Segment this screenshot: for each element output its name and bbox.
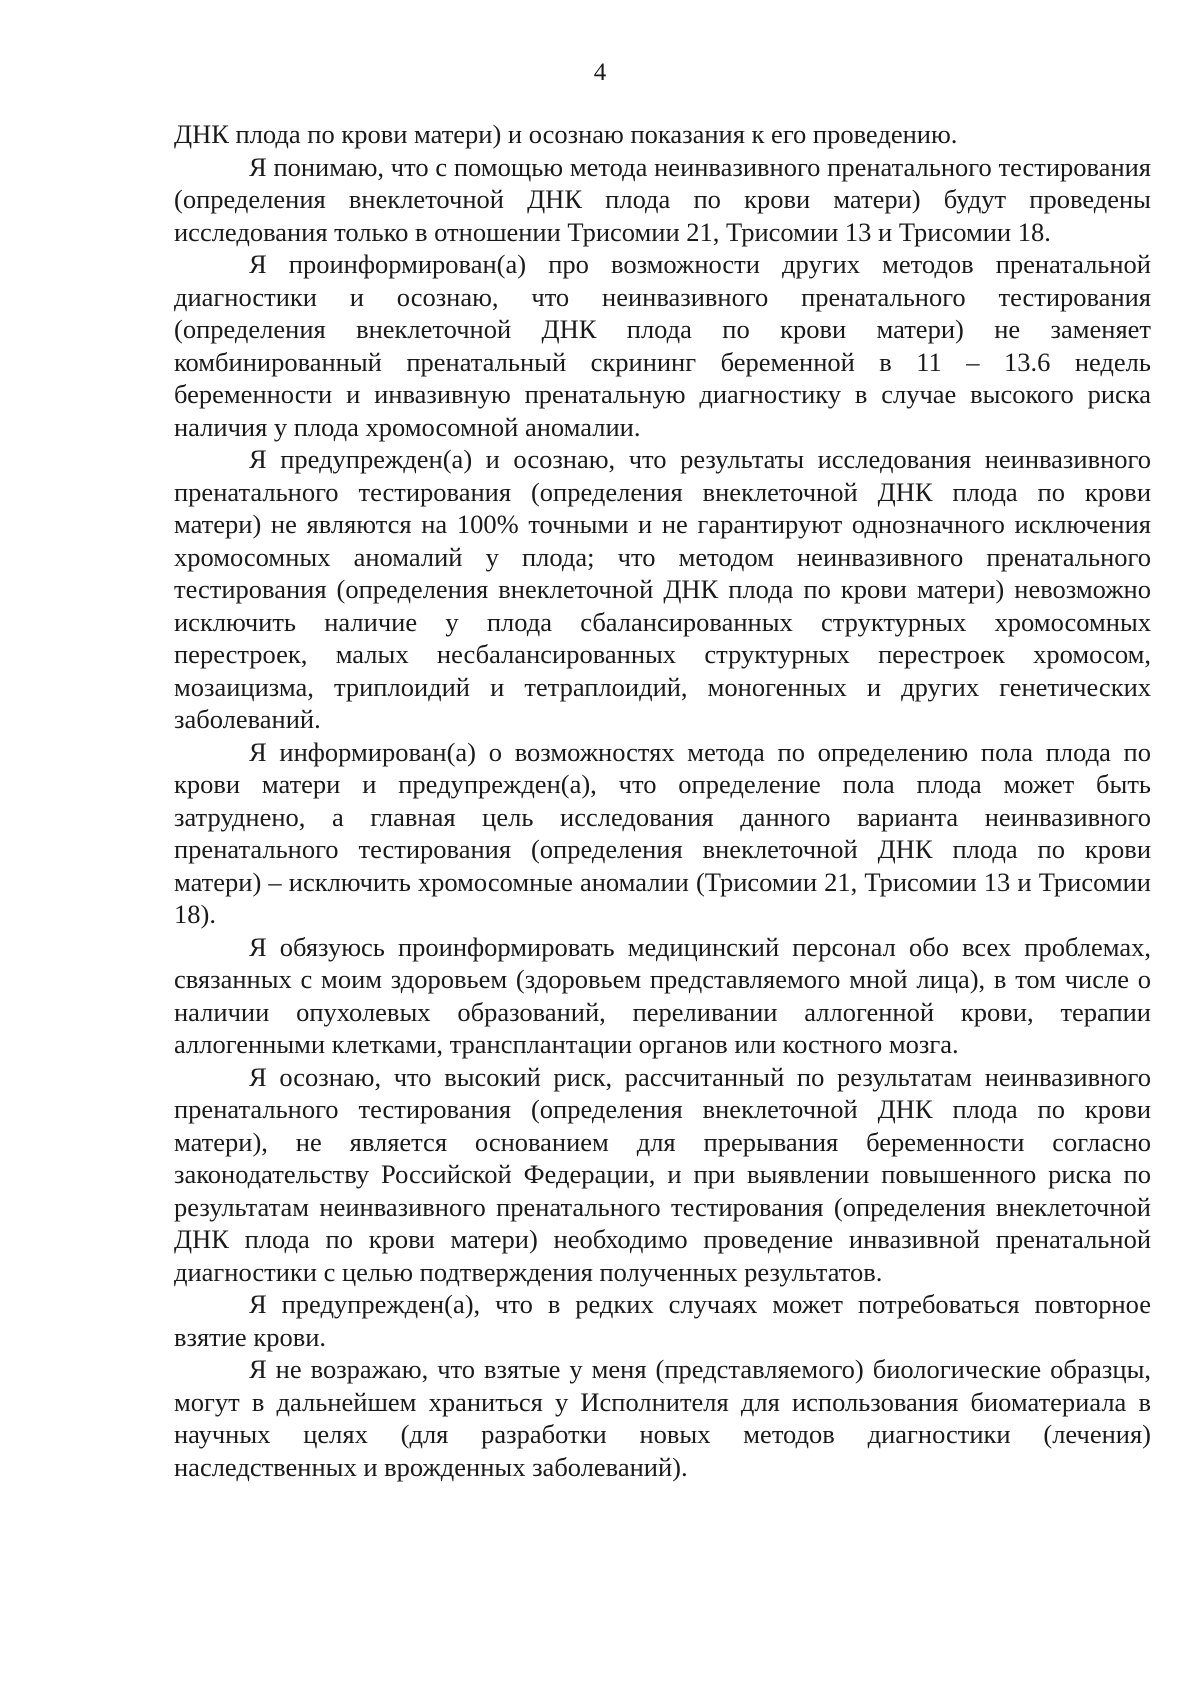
paragraph-accuracy-limits: Я предупрежден(а) и осознаю, что результаты исследования неинвазивного пренатального тестирования (определения внеклеточной ДНК плода по крови матери) не являются на 100% точными и не гарантируют однозначного исключения хромосомных аномалий у плода; что методом неинвазивного пренатального тестирования (определения внеклеточной ДНК плода по крови матери) невозможно исключить наличие у плода сбалансированных структурных хромосомных перестроек, малых несбалансированных структурных перестроек хромосом, мозаицизма, триплоидий и тетраплоидий, моногенных и других генетических заболеваний. xyxy=(174,444,1151,734)
paragraph-other-methods: Я проинформирован(а) про возможности других методов пренатальной диагностики и осознаю, что неинвазивного пренатального тестирования (определения внеклеточной ДНК плода по крови матери) не заменяет комбинированный пренатальный скрининг беременной в 11 – 13.6 недель беременности и инвазивную пренатальную диагностику в случае высокого риска наличия у плода хромосомной аномалии. xyxy=(174,249,1151,442)
paragraph-continuation: ДНК плода по крови матери) и осознаю показания к его проведению. xyxy=(174,119,958,149)
paragraph-biomaterial-storage: Я не возражаю, что взятые у меня (представляемого) биологические образцы, могут в дальнейшем храниться у Исполнителя для использования биоматериала в научных целях (для разработки новых методов диагностики (лечения) наследственных и врожденных заболеваний). xyxy=(174,1354,1151,1482)
paragraph-fetal-sex: Я информирован(а) о возможностях метода по определению пола плода по крови матери и предупрежден(а), что определение пола плода может быть затруднено, а главная цель исследования данного варианта неинвазивного пренатального тестирования (определения внеклеточной ДНК плода по крови матери) – исключить хромосомные аномалии (Трисомии 21, Трисомии 13 и Трисомии 18). xyxy=(174,736,1151,929)
paragraph-high-risk: Я осознаю, что высокий риск, рассчитанный по результатам неинвазивного пренатального тестирования (определения внеклеточной ДНК плода по крови матери), не является основанием для прерывания беременности согласно законодательству Российской Федерации, и при выявлении повышенного риска по результатам неинвазивного пренатального тестирования (определения внеклеточной ДНК плода по крови матери) необходимо проведение инвазивной пренатальной диагностики с целью подтверждения полученных результатов. xyxy=(174,1061,1151,1287)
page-number: 4 xyxy=(593,59,607,86)
document-body xyxy=(174,118,1151,1483)
paragraph-health-disclosure: Я обязуюсь проинформировать медицинский персонал обо всех проблемах, связанных с моим здоровьем (здоровьем представляемого мной лица), в том числе о наличии опухолевых образований, переливании аллогенной крови, терапии аллогенными клетками, трансплантации органов или костного мозга. xyxy=(174,931,1151,1059)
paragraph-repeat-sampling: Я предупрежден(а), что в редких случаях может потребоваться повторное взятие крови. xyxy=(174,1289,1151,1352)
paragraph-trisomy-scope: Я понимаю, что с помощью метода неинвазивного пренатального тестирования (определения внеклеточной ДНК плода по крови матери) будут проведены исследования только в отношении Трисомии 21, Трисомии 13 и Трисомии 18. xyxy=(174,151,1151,247)
